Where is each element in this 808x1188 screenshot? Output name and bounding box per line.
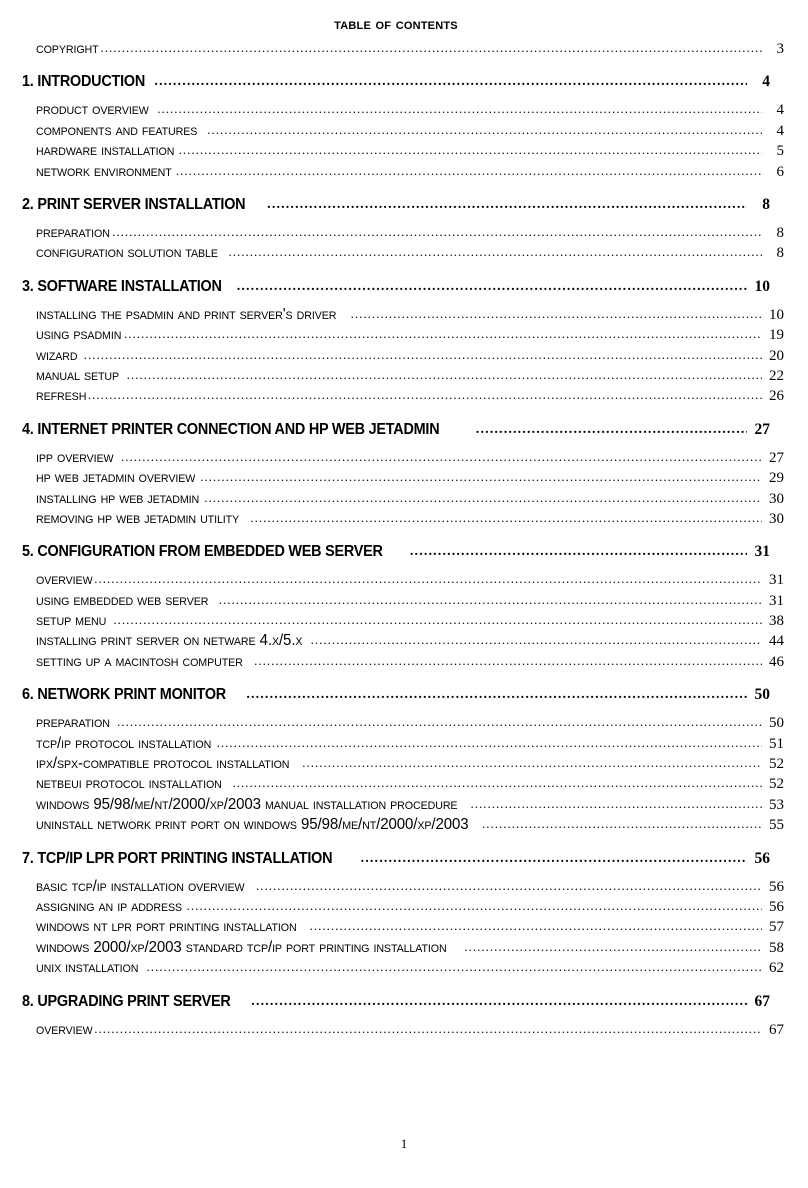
toc-dot-leader: [124, 326, 762, 339]
toc-entry-label: product overview: [36, 101, 149, 119]
toc-entry-label: setting up a macintosh computer: [36, 652, 243, 670]
toc-dot-leader: [310, 918, 762, 931]
toc-dot-leader: [127, 367, 762, 380]
toc-entry-label: assigning an ip address: [36, 897, 183, 915]
toc-dot-leader: [88, 387, 762, 400]
toc-entry-page-number: 22: [769, 367, 784, 384]
toc-entry-label: network environment: [36, 162, 172, 180]
toc-entry-label: configuration solution table: [36, 244, 218, 262]
toc-entry-page-number: 55: [769, 817, 784, 834]
toc-entry-label: uninstall network print port on windows 95/98/me/nt/2000/xp/2003: [36, 816, 469, 834]
toc-entry-label: windows 95/98/me/nt/2000/xp/2003 manual installation procedure: [36, 795, 458, 813]
toc-dot-leader: [351, 306, 762, 319]
toc-entry-label: 4. INTERNET PRINTER CONNECTION AND HP WEB JETADMIN: [22, 420, 440, 438]
toc-dot-leader: [157, 101, 762, 114]
toc-entry-page-number: 5: [776, 143, 784, 160]
toc-entry-label: hardware installation: [36, 142, 175, 160]
toc-subsection-row[interactable]: [22, 490, 784, 510]
toc-entry-page-number: 62: [769, 960, 784, 977]
toc-entry-label: ipx/spx-compatible protocol installation: [36, 755, 290, 773]
toc-section-row[interactable]: [22, 993, 770, 1011]
toc-subsection-row[interactable]: [22, 816, 784, 836]
toc-dot-leader: [251, 994, 747, 1008]
toc-subsection-row[interactable]: [22, 878, 784, 898]
toc-subsection-row[interactable]: [22, 163, 784, 183]
toc-entry-label: manual setup: [36, 366, 120, 384]
toc-entry-page-number: 51: [769, 735, 784, 752]
toc-dot-leader: [267, 197, 747, 211]
toc-entry-page-number: 58: [769, 939, 784, 956]
toc-subsection-row[interactable]: [22, 367, 784, 387]
toc-entry-page-number: 38: [769, 613, 784, 630]
page-title: table of contents: [334, 16, 458, 33]
toc-entry-label: installing print server on netware 4.x/5.x: [36, 632, 303, 650]
toc-entry-label: hp web jetadmin overview: [36, 469, 196, 487]
toc-subsection-row[interactable]: [22, 306, 784, 326]
toc-entry-page-number: 50: [754, 686, 770, 704]
toc-dot-leader: [233, 775, 762, 788]
toc-dot-leader: [219, 592, 762, 605]
toc-dot-leader: [311, 632, 762, 645]
toc-entry-label: windows nt lpr port printing installation: [36, 918, 297, 936]
toc-dot-leader: [302, 755, 762, 768]
toc-subsection-row[interactable]: [22, 714, 784, 734]
toc-dot-leader: [464, 939, 762, 952]
toc-subsection-row[interactable]: [22, 449, 784, 469]
toc-entry-page-number: 26: [769, 388, 784, 405]
toc-dot-leader: [84, 347, 762, 360]
toc-dot-leader: [154, 74, 747, 88]
toc-subsection-row[interactable]: [22, 653, 784, 673]
toc-entry-label: components and features: [36, 121, 198, 139]
toc-section-row[interactable]: [22, 278, 770, 296]
toc-entry-label: setup menu: [36, 612, 107, 630]
toc-entry-label: wizard: [36, 346, 78, 364]
toc-dot-leader: [176, 163, 762, 176]
toc-dot-leader: [200, 469, 762, 482]
toc-entry-page-number: 10: [769, 306, 784, 323]
toc-entry-label: 3. SOFTWARE INSTALLATION: [22, 277, 222, 295]
toc-entry-page-number: 52: [769, 776, 784, 793]
toc-section-row[interactable]: [22, 686, 770, 704]
footer-page-number: 1: [400, 1136, 408, 1151]
toc-section-row[interactable]: [22, 196, 770, 214]
toc-subsection-row[interactable]: [22, 592, 784, 612]
toc-entry-label: preparation: [36, 714, 110, 732]
toc-entry-page-number: 29: [769, 470, 784, 487]
toc-subsection-row[interactable]: [22, 612, 784, 632]
toc-subsection-row[interactable]: [22, 122, 784, 142]
toc-entry-page-number: 67: [754, 992, 770, 1010]
toc-dot-leader: [482, 816, 762, 829]
toc-entry-label: installing hp web jetadmin: [36, 489, 200, 507]
toc-dot-leader: [204, 490, 762, 503]
toc-subsection-row[interactable]: [22, 347, 784, 367]
toc-subsection-row[interactable]: [22, 510, 784, 530]
toc-dot-leader: [207, 122, 762, 135]
toc-entry-label: overview: [36, 571, 93, 589]
toc-dot-leader: [229, 244, 762, 257]
toc-dot-leader: [246, 687, 747, 701]
toc-entry-label: removing hp web jetadmin utility: [36, 509, 240, 527]
toc-entry-label: netbeui protocol installation: [36, 775, 222, 793]
toc-entry-label: 1. INTRODUCTION: [22, 73, 146, 91]
toc-section-row[interactable]: [22, 73, 770, 91]
toc-entry-label: 7. TCP/IP LPR PORT PRINTING INSTALLATION: [22, 849, 333, 867]
toc-entry-page-number: 8: [762, 196, 770, 213]
toc-subsection-row[interactable]: [22, 571, 784, 591]
toc-entry-label: 2. PRINT SERVER INSTALLATION: [22, 196, 246, 213]
toc-dot-leader: [94, 571, 762, 584]
toc-entry-page-number: 46: [769, 653, 784, 670]
toc-entry-page-number: 30: [769, 490, 784, 507]
toc-subsection-row[interactable]: [22, 775, 784, 795]
toc-entry-page-number: 27: [769, 449, 784, 466]
toc-dot-leader: [254, 653, 762, 666]
toc-subsection-row[interactable]: [22, 959, 784, 979]
toc-subsection-row[interactable]: [22, 796, 784, 816]
toc-entry-label: refresh: [36, 387, 87, 405]
toc-entry-page-number: 19: [769, 327, 784, 344]
toc-section-row[interactable]: [22, 543, 770, 561]
toc-entry-label: tcp/ip protocol installation: [36, 734, 212, 752]
toc-subsection-row[interactable]: [22, 939, 784, 959]
toc-entry-page-number: 8: [776, 225, 784, 241]
toc-entry-page-number: 53: [769, 796, 784, 813]
toc-subsection-row[interactable]: [22, 142, 784, 162]
toc-entry-label: installing the psadmin and print server's driver: [36, 305, 337, 323]
toc-entry-label: 6. NETWORK PRINT MONITOR: [22, 686, 226, 704]
toc-dot-leader: [113, 612, 762, 625]
toc-dot-leader: [470, 796, 762, 809]
toc-subsection-row[interactable]: [22, 244, 784, 264]
toc-entry-label: overview: [36, 1020, 93, 1038]
toc-dot-leader: [476, 422, 747, 436]
toc-list: [22, 40, 784, 1041]
toc-dot-leader: [250, 510, 762, 523]
toc-dot-leader: [101, 40, 763, 53]
toc-dot-leader: [94, 1021, 762, 1034]
toc-entry-page-number: 27: [754, 420, 770, 438]
toc-section-row[interactable]: [22, 850, 770, 868]
toc-entry-page-number: 3: [776, 41, 784, 58]
toc-entry-page-number: 6: [776, 163, 784, 180]
toc-entry-page-number: 4: [762, 73, 770, 91]
toc-entry-page-number: 31: [769, 572, 784, 589]
toc-entry-page-number: 10: [754, 277, 770, 295]
toc-section-row[interactable]: [22, 421, 770, 439]
toc-entry-label: 8. UPGRADING PRINT SERVER: [22, 992, 231, 1010]
toc-dot-leader: [237, 279, 747, 293]
toc-subsection-row[interactable]: [22, 224, 784, 244]
toc-entry-page-number: 31: [769, 592, 784, 609]
toc-subsection-row[interactable]: [22, 387, 784, 407]
toc-dot-leader: [121, 449, 762, 462]
toc-dot-leader: [256, 878, 762, 891]
toc-entry-page-number: 56: [754, 849, 770, 867]
toc-subsection-row[interactable]: [22, 101, 784, 121]
toc-entry-label: basic tcp/ip installation overview: [36, 877, 245, 895]
toc-subsection-row[interactable]: [22, 1021, 784, 1041]
toc-dot-leader: [117, 714, 762, 727]
toc-entry-label: ipp overview: [36, 448, 114, 466]
toc-subsection-row[interactable]: [22, 918, 784, 938]
toc-entry-page-number: 4: [776, 122, 784, 139]
toc-dot-leader: [147, 959, 763, 972]
toc-entry-page-number: 31: [754, 543, 770, 561]
toc-entry-label: copyright: [36, 40, 99, 58]
toc-entry-page-number: 56: [769, 878, 784, 895]
toc-entry-page-number: 4: [776, 102, 784, 119]
toc-dot-leader: [187, 898, 762, 911]
toc-entry-page-number: 30: [769, 510, 784, 527]
toc-subsection-row[interactable]: [22, 735, 784, 755]
toc-dot-leader: [361, 851, 747, 865]
toc-entry-label: using psadmin: [36, 326, 122, 344]
toc-entry-page-number: 57: [769, 919, 784, 936]
toc-entry-label: unix installation: [36, 959, 139, 977]
toc-subsection-row[interactable]: [22, 326, 784, 346]
toc-entry-label: preparation: [36, 224, 110, 241]
toc-dot-leader: [179, 142, 762, 155]
toc-entry-page-number: 20: [769, 347, 784, 364]
toc-dot-leader: [410, 544, 747, 558]
toc-entry-page-number: 67: [769, 1021, 784, 1038]
toc-subsection-row[interactable]: [22, 755, 784, 775]
toc-entry-label: 5. CONFIGURATION FROM EMBEDDED WEB SERVER: [22, 543, 383, 561]
toc-entry-label: using embedded web server: [36, 591, 209, 609]
toc-entry-page-number: 44: [769, 633, 784, 650]
toc-entry-page-number: 56: [769, 898, 784, 915]
toc-subsection-row[interactable]: [22, 469, 784, 489]
toc-subsection-row[interactable]: [22, 40, 784, 60]
toc-entry-page-number: 50: [769, 715, 784, 732]
toc-dot-leader: [112, 224, 762, 237]
toc-dot-leader: [217, 735, 762, 748]
toc-entry-page-number: 8: [776, 245, 784, 262]
toc-subsection-row[interactable]: [22, 898, 784, 918]
toc-entry-label: windows 2000/xp/2003 standard tcp/ip port printing installation: [36, 938, 447, 956]
toc-subsection-row[interactable]: [22, 632, 784, 652]
toc-entry-page-number: 52: [769, 756, 784, 773]
